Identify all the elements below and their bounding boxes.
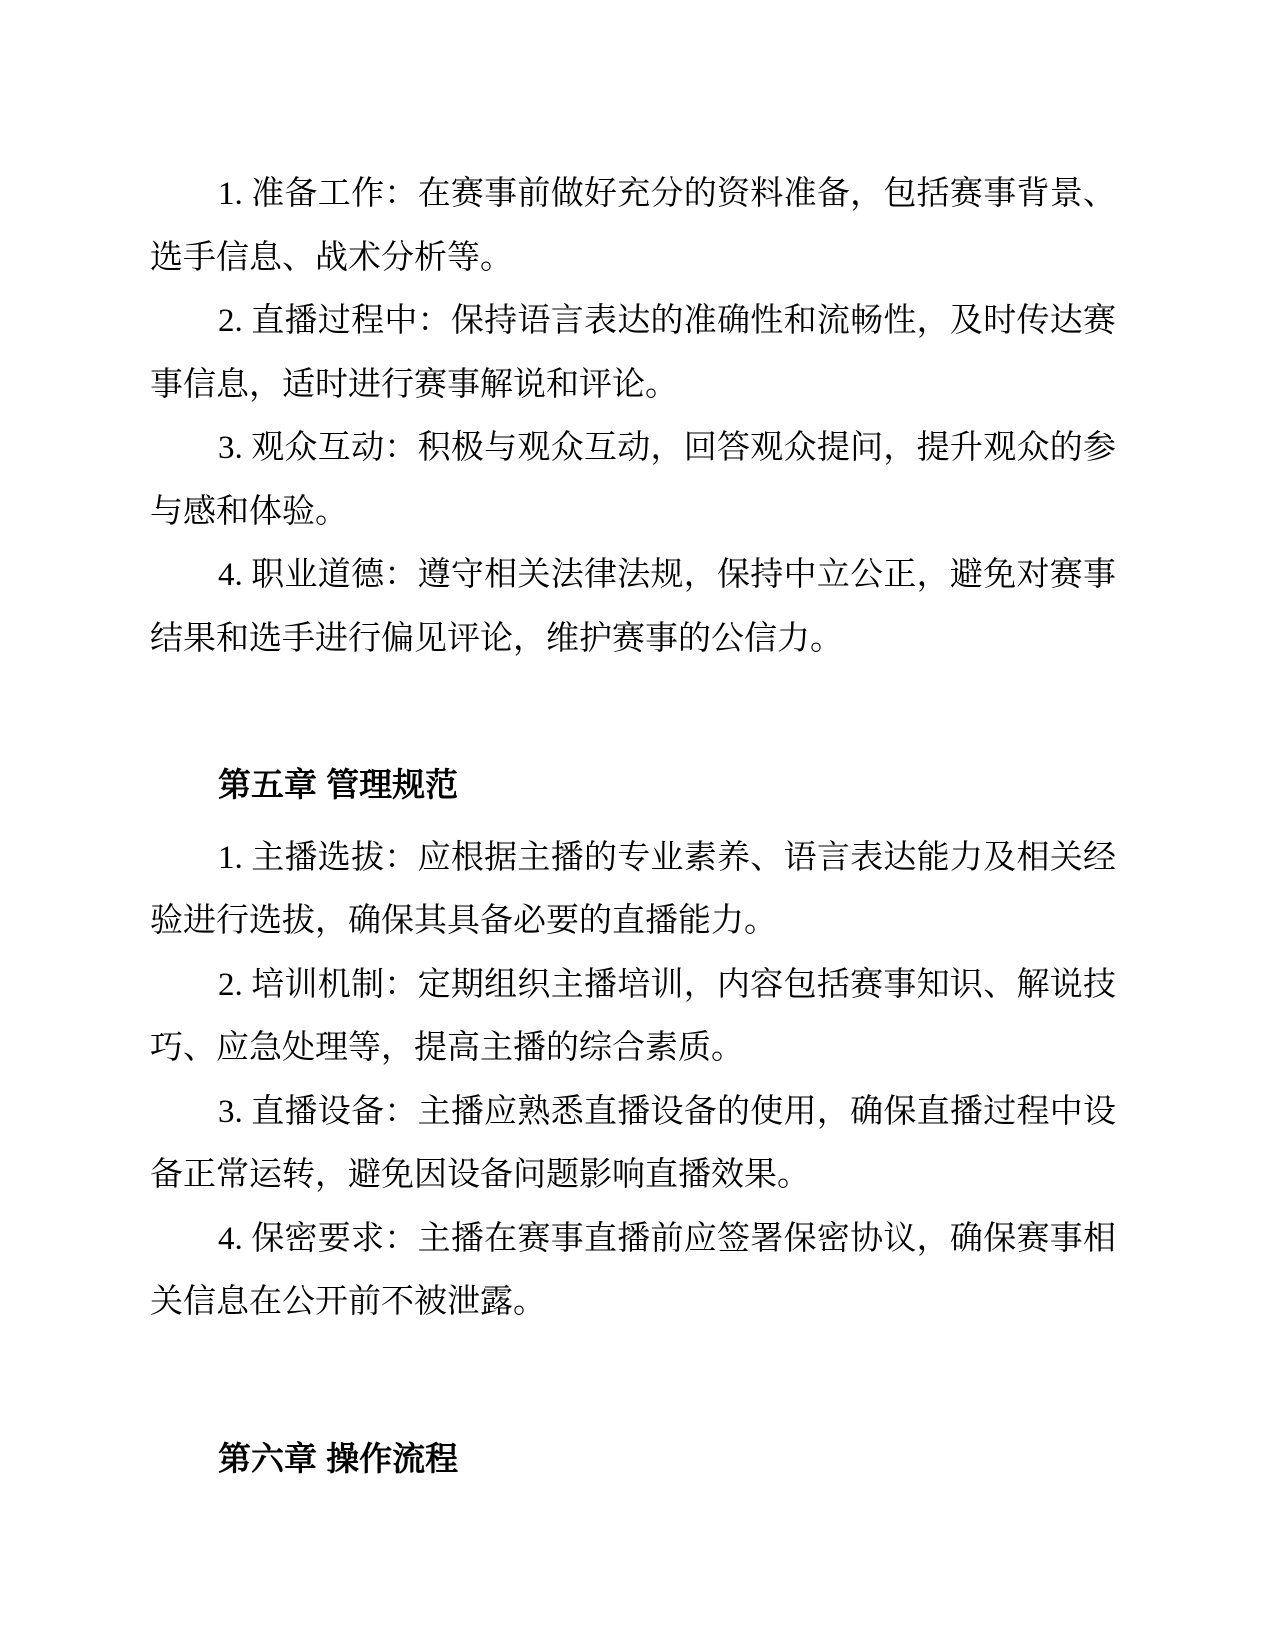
paragraph-audience-interaction: 3. 观众互动：积极与观众互动，回答观众提问，提升观众的参与感和体验。 <box>150 430 1116 530</box>
paragraph-preparation: 1. 准备工作：在赛事前做好充分的资料准备，包括赛事背景、选手信息、战术分析等。 <box>150 176 1116 276</box>
paragraph-anchor-selection: 1. 主播选拔：应根据主播的专业素养、语言表达能力及相关经验进行选拔，确保其具备必要的直播能力。 <box>150 839 1116 939</box>
chapter-5-heading: 第五章 管理规范 <box>218 766 459 803</box>
paragraph-live-equipment: 3. 直播设备：主播应熟悉直播设备的使用，确保直播过程中设备正常运转，避免因设备问题影响直播效果。 <box>150 1093 1116 1193</box>
chapter-6-heading: 第六章 操作流程 <box>218 1439 459 1477</box>
paragraph-training-mechanism: 2. 培训机制：定期组织主播培训，内容包括赛事知识、解说技巧、应急处理等，提高主播的综合素质。 <box>150 966 1116 1066</box>
paragraph-live-process: 2. 直播过程中：保持语言表达的准确性和流畅性，及时传达赛事信息，适时进行赛事解说和评论。 <box>150 303 1116 403</box>
document-content <box>150 163 1116 1490</box>
paragraph-confidentiality: 4. 保密要求：主播在赛事直播前应签署保密协议，确保赛事相关信息在公开前不被泄露。 <box>150 1220 1116 1320</box>
paragraph-professional-ethics: 4. 职业道德：遵守相关法律法规，保持中立公正，避免对赛事结果和选手进行偏见评论，维护赛事的公信力。 <box>150 557 1116 657</box>
